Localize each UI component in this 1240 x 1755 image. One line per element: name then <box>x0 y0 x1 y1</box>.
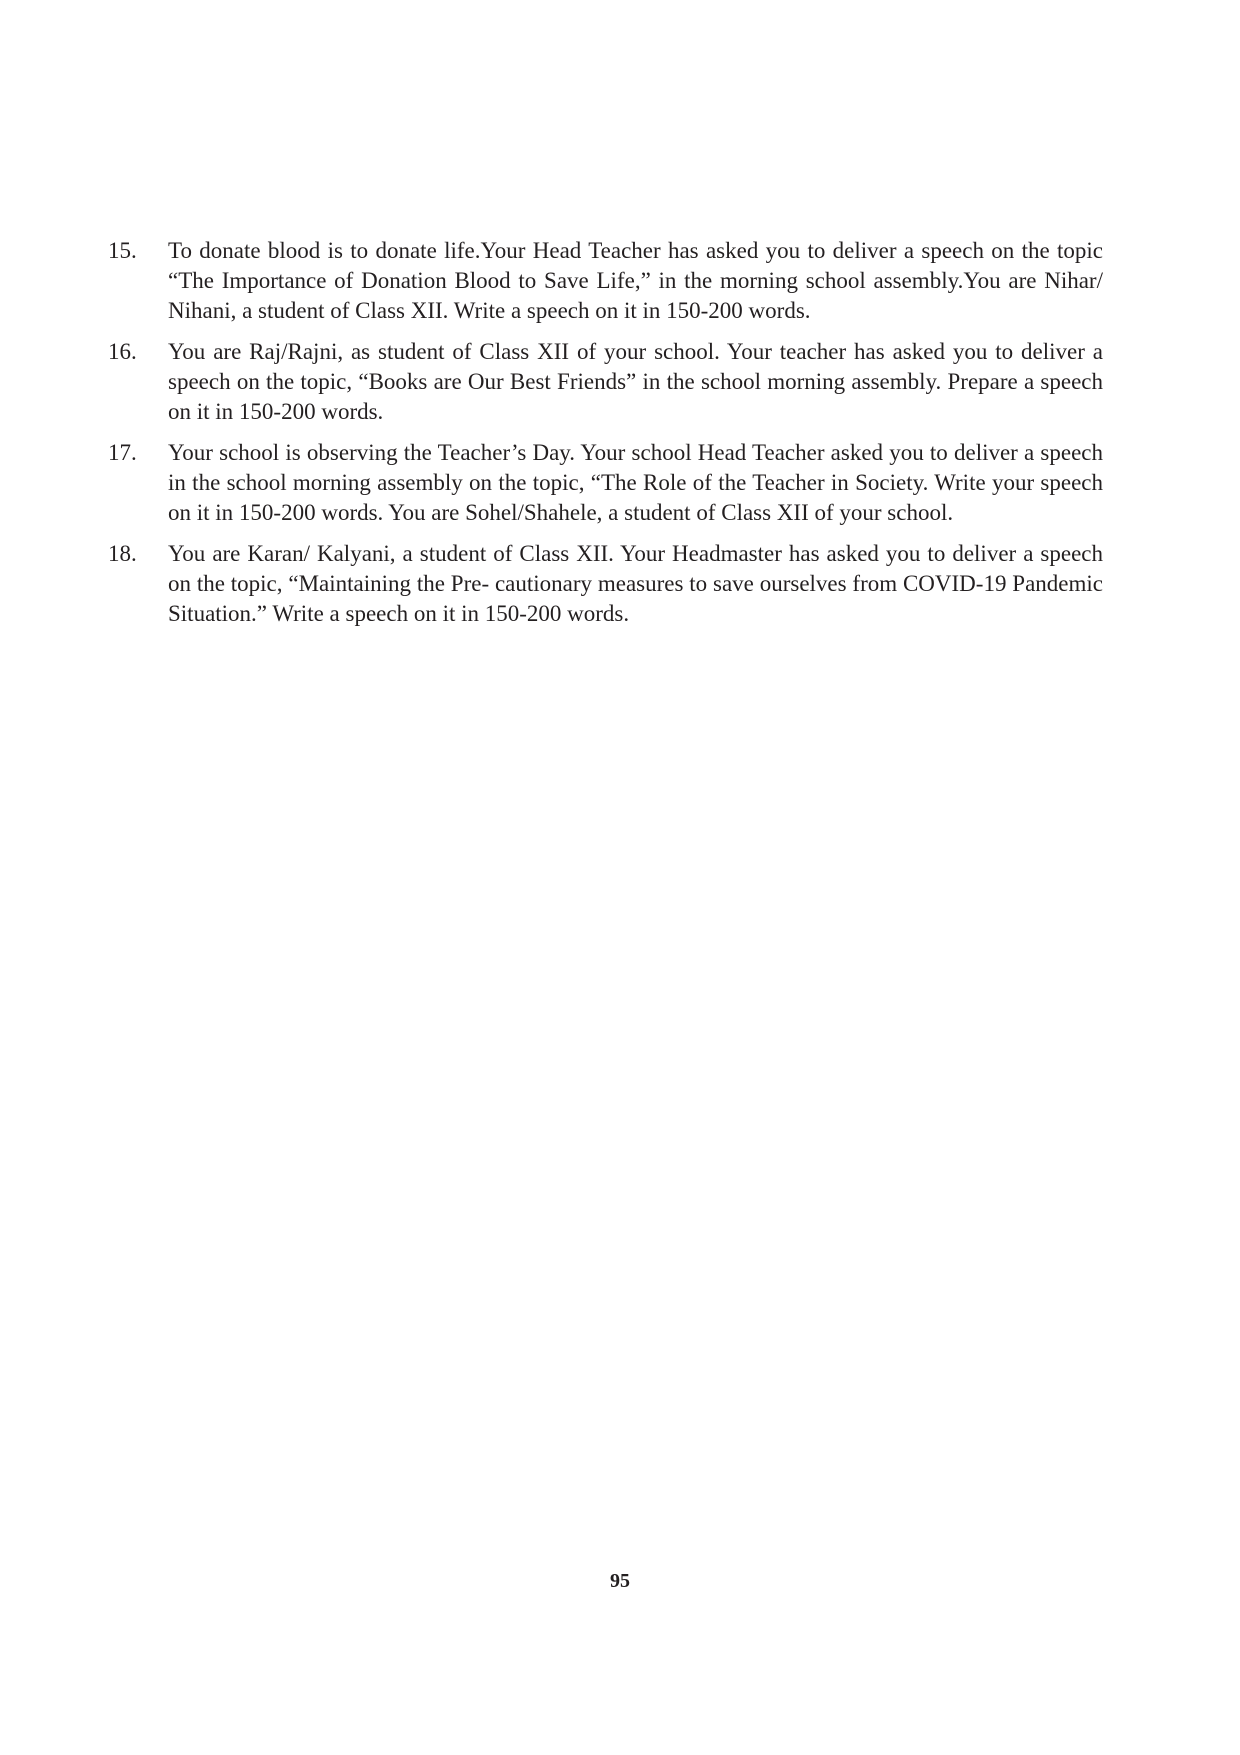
question-text: To donate blood is to donate life.Your Head Teacher has asked you to deliver a speech on the topic “The Importance of Donation Blood to Save Life,” in the morning school assembly.You are Nihar/ Nihani, a student of Class XII. Write a speech on it in 150-200 words. <box>168 238 1103 323</box>
question-list <box>108 236 1103 640</box>
question-item-17 <box>108 438 1103 528</box>
question-text: You are Karan/ Kalyani, a student of Class XII. Your Headmaster has asked you to deliver a speech on the topic, “Maintaining the Pre- cautionary measures to save ourselves from COVID-19 Pandemic Situation.” Write a speech on it in 150-200 words. <box>168 541 1103 626</box>
question-text: You are Raj/Rajni, as student of Class XII of your school. Your teacher has asked you to deliver a speech on the topic, “Books are Our Best Friends” in the school morning assembly. Prepare a speech on it in 150-200 words. <box>168 339 1103 424</box>
question-item-16 <box>108 337 1103 427</box>
question-number: 16. <box>108 339 137 364</box>
question-text: Your school is observing the Teacher’s Day. Your school Head Teacher asked you to deliver a speech in the school morning assembly on the topic, “The Role of the Teacher in Society. Write your speech on it in 150-200 words. You are Sohel/Shahele, a student of Class XII of your school. <box>168 440 1103 525</box>
question-number: 18. <box>108 541 137 566</box>
question-item-18 <box>108 539 1103 629</box>
question-item-15 <box>108 236 1103 326</box>
page-number: 95 <box>610 1570 630 1592</box>
question-number: 17. <box>108 440 137 465</box>
question-number: 15. <box>108 238 137 263</box>
